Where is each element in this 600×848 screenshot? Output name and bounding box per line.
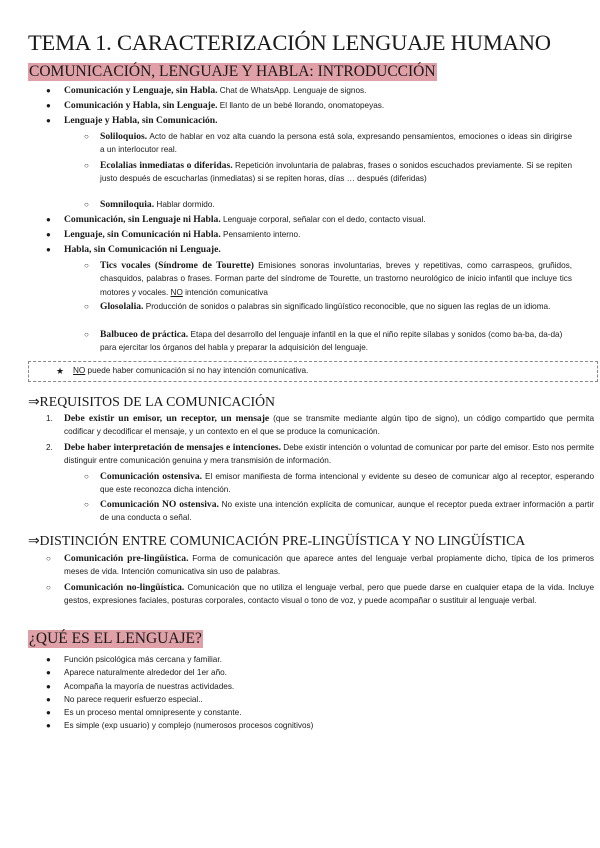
list-item: Ecolalias inmediatas o diferidas. Repetición involuntaria de palabras, frases o sonidos escuchados previamente. Si se repiten justo después de escucharlas (inmediatas) si se repiten horas, días … después (diferidas) <box>100 160 572 184</box>
circle-bullet-marker: ○ <box>84 200 89 209</box>
list-item: No parece requerir esfuerzo especial.. <box>64 695 203 704</box>
list-item: Comunicación y Lenguaje, sin Habla. Chat de WhatsApp. Lenguaje de signos. <box>64 85 367 96</box>
circle-bullet-marker: ○ <box>84 330 89 339</box>
circle-bullet-marker: ○ <box>84 261 89 270</box>
list-item: Es simple (exp usuario) y complejo (numerosos procesos cognitivos) <box>64 721 314 730</box>
section-heading-que-es-el-lenguaje: ¿QUÉ ES EL LENGUAJE? <box>29 630 202 647</box>
note-box <box>28 361 598 382</box>
section-heading-requisitos: ⇒REQUISITOS DE LA COMUNICACIÓN <box>28 394 276 409</box>
list-item: Lenguaje y Habla, sin Comunicación. <box>64 115 218 126</box>
list-item: Debe haber interpretación de mensajes e intenciones. Debe existir intención o voluntad de comunicar por parte del emisor. Esto nos permite distinguir entre comunicación genuina y mera transmisión de información. <box>64 442 595 466</box>
circle-bullet-marker: ○ <box>84 302 89 311</box>
bullet-marker: ● <box>46 86 51 95</box>
bullet-marker: ● <box>46 695 51 704</box>
list-item: Comunicación, sin Lenguaje ni Habla. Lenguaje corporal, señalar con el dedo, contacto visual. <box>64 214 426 225</box>
circle-bullet-marker: ○ <box>84 500 89 509</box>
circle-bullet-marker: ○ <box>84 161 89 170</box>
list-item: Comunicación pre-lingüística. Forma de comunicación que aparece antes del lenguaje verbal propiamente dicho, típica de los primeros meses de vida. Intención comunicativa sin uso de palabras. <box>64 553 594 577</box>
list-item: Somniloquia. Hablar dormido. <box>100 199 215 210</box>
star-icon: ★ <box>56 366 65 376</box>
list-item: Habla, sin Comunicación ni Lenguaje. <box>64 244 221 255</box>
list-item: Función psicológica más cercana y familiar. <box>64 655 222 664</box>
list-item: Tics vocales (Síndrome de Tourette) Emisiones sonoras involuntarias, breves y repetitivas, como carraspeos, gruñidos, chasquidos, palabras o frases. Forman parte del síndrome de Tourette, un trastorno neurológico de inicio infantil que incluye tics motores y vocales. NO intención comunicativa <box>100 260 572 297</box>
section-heading-introduccion: COMUNICACIÓN, LENGUAJE Y HABLA: INTRODUCCIÓN <box>29 63 436 80</box>
list-item: Glosolalia. Producción de sonidos o palabras sin significado lingüístico reconocible, que no siguen las reglas de un idioma. <box>100 301 551 312</box>
list-item: Balbuceo de práctica. Etapa del desarrollo del lenguaje infantil en la que el niño repite sílabas y sonidos (como ba-ba, da-da) para ejercitar los órganos del habla y preparar la adquisición del lenguaje. <box>100 329 563 353</box>
bullet-marker: ● <box>46 230 51 239</box>
circle-bullet-marker: ○ <box>84 472 89 481</box>
section-heading-distincion: ⇒DISTINCIÓN ENTRE COMUNICACIÓN PRE-LINGÜÍSTICA Y NO LINGÜÍSTICA <box>28 533 526 548</box>
circle-bullet-marker: ○ <box>84 132 89 141</box>
list-number: 1. <box>46 414 53 423</box>
bullet-marker: ● <box>46 215 51 224</box>
list-item: Comunicación ostensiva. El emisor manifiesta de forma intencional y evidente su deseo de comunicar algo al receptor, esperando que este reconozca dicha intención. <box>100 471 594 495</box>
list-number: 2. <box>46 443 53 452</box>
note-text: NO puede haber comunicación si no hay intención comunicativa. <box>73 366 309 375</box>
bullet-marker: ● <box>46 708 51 717</box>
circle-bullet-marker: ○ <box>46 583 51 592</box>
list-item: Comunicación no-lingüística. Comunicación que no utiliza el lenguaje verbal, pero que puede darse en cualquier etapa de la vida. Incluye gestos, expresiones faciales, posturas corporales, contacto visual o tono de voz, y puede acompañar o sustituir al lenguaje verbal. <box>64 582 595 606</box>
bullet-marker: ● <box>46 116 51 125</box>
list-item: Acompaña la mayoría de nuestras actividades. <box>64 682 235 691</box>
list-item: Comunicación NO ostensiva. No existe una intención explícita de comunicar, aunque el receptor pueda extraer información a partir de una conducta o señal. <box>100 499 594 523</box>
bullet-marker: ● <box>46 245 51 254</box>
list-item: Comunicación y Habla, sin Lenguaje. El llanto de un bebé llorando, onomatopeyas. <box>64 100 385 111</box>
bullet-marker: ● <box>46 682 51 691</box>
page-title: TEMA 1. CARACTERIZACIÓN LENGUAJE HUMANO <box>28 30 551 55</box>
list-item: Soliloquios. Acto de hablar en voz alta cuando la persona está sola, expresando pensamientos, emociones o ideas sin dirigirse a un interlocutor real. <box>100 131 572 155</box>
list-item: Aparece naturalmente alrededor del 1er año. <box>64 668 227 677</box>
list-item: Es un proceso mental omnipresente y constante. <box>64 708 242 717</box>
bullet-marker: ● <box>46 655 51 664</box>
bullet-marker: ● <box>46 668 51 677</box>
list-item: Debe existir un emisor, un receptor, un mensaje (que se transmite mediante algún tipo de signo), un código compartido que permita codificar y decodificar el mensaje, y un contexto en el que se produce la comunicación. <box>64 413 595 437</box>
circle-bullet-marker: ○ <box>46 554 51 563</box>
bullet-marker: ● <box>46 721 51 730</box>
bullet-marker: ● <box>46 101 51 110</box>
list-item: Lenguaje, sin Comunicación ni Habla. Pensamiento interno. <box>64 229 301 240</box>
